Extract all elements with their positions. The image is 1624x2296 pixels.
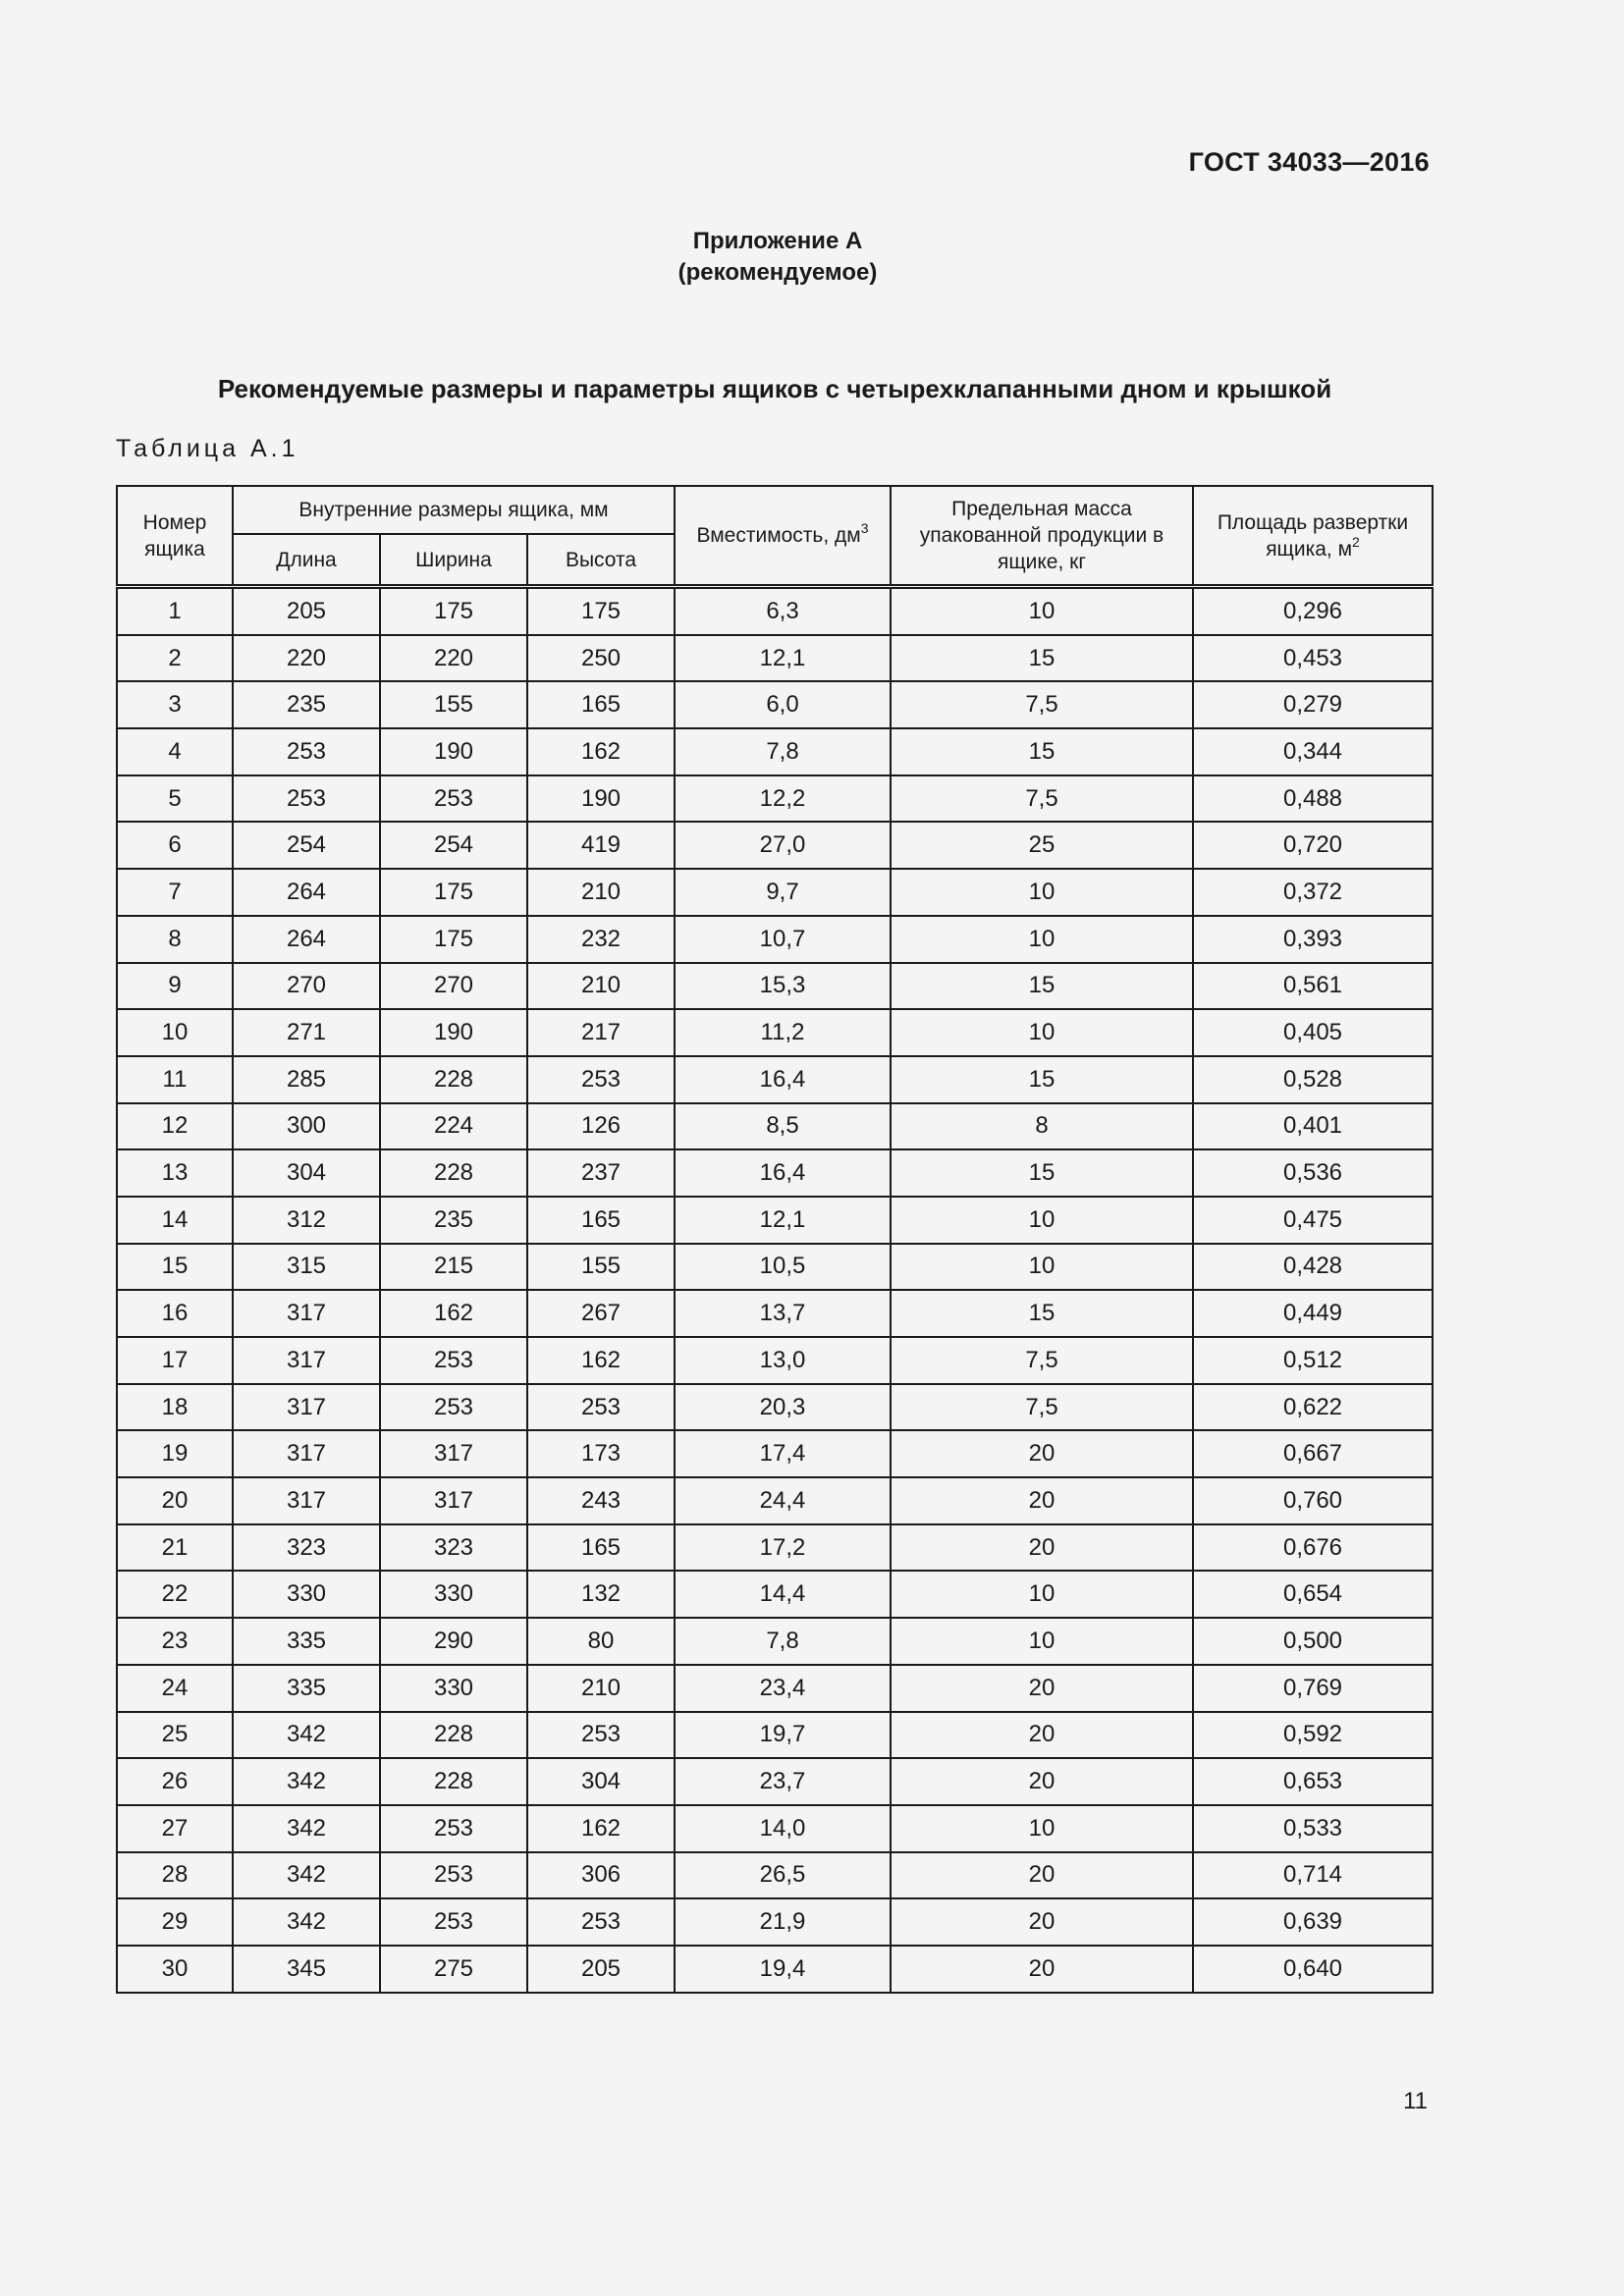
cell-box-number: 23 xyxy=(117,1618,233,1665)
cell-area: 0,279 xyxy=(1193,681,1433,728)
cell-area: 0,393 xyxy=(1193,916,1433,963)
cell-height: 175 xyxy=(527,587,675,635)
cell-area: 0,536 xyxy=(1193,1149,1433,1197)
cell-area: 0,639 xyxy=(1193,1898,1433,1946)
cell-width: 253 xyxy=(380,1852,527,1899)
cell-height: 132 xyxy=(527,1571,675,1618)
cell-area: 0,561 xyxy=(1193,963,1433,1010)
cell-box-number: 21 xyxy=(117,1524,233,1572)
cell-width: 330 xyxy=(380,1571,527,1618)
cell-max-mass: 20 xyxy=(891,1852,1193,1899)
cell-area: 0,405 xyxy=(1193,1009,1433,1056)
cell-box-number: 12 xyxy=(117,1103,233,1150)
cell-capacity: 10,7 xyxy=(675,916,891,963)
table-row xyxy=(117,869,1433,916)
cell-height: 165 xyxy=(527,681,675,728)
cell-length: 285 xyxy=(233,1056,380,1103)
cell-height: 173 xyxy=(527,1430,675,1477)
cell-box-number: 2 xyxy=(117,635,233,682)
cell-width: 235 xyxy=(380,1197,527,1244)
cell-area: 0,428 xyxy=(1193,1244,1433,1291)
cell-length: 264 xyxy=(233,916,380,963)
cell-capacity: 10,5 xyxy=(675,1244,891,1291)
document-title: Рекомендуемые размеры и параметры ящиков с четырехклапанными дном и крышкой xyxy=(217,374,1332,403)
cell-height: 304 xyxy=(527,1758,675,1805)
cell-length: 254 xyxy=(233,822,380,869)
cell-capacity: 21,9 xyxy=(675,1898,891,1946)
cell-max-mass: 7,5 xyxy=(891,1337,1193,1384)
cell-width: 155 xyxy=(380,681,527,728)
cell-box-number: 19 xyxy=(117,1430,233,1477)
cell-height: 253 xyxy=(527,1712,675,1759)
cell-area: 0,760 xyxy=(1193,1477,1433,1524)
cell-width: 190 xyxy=(380,1009,527,1056)
cell-box-number: 15 xyxy=(117,1244,233,1291)
cell-length: 253 xyxy=(233,775,380,823)
cell-length: 342 xyxy=(233,1758,380,1805)
cell-length: 323 xyxy=(233,1524,380,1572)
table-row xyxy=(117,1197,1433,1244)
cell-area: 0,453 xyxy=(1193,635,1433,682)
cell-length: 317 xyxy=(233,1337,380,1384)
cell-max-mass: 7,5 xyxy=(891,775,1193,823)
cell-area: 0,667 xyxy=(1193,1430,1433,1477)
cell-width: 317 xyxy=(380,1477,527,1524)
cell-area: 0,640 xyxy=(1193,1946,1433,1993)
cell-area: 0,720 xyxy=(1193,822,1433,869)
cell-box-number: 11 xyxy=(117,1056,233,1103)
appendix-title: Приложение А xyxy=(692,228,863,254)
cell-length: 317 xyxy=(233,1384,380,1431)
cell-max-mass: 7,5 xyxy=(891,1384,1193,1431)
cell-length: 335 xyxy=(233,1618,380,1665)
cell-length: 330 xyxy=(233,1571,380,1618)
cell-max-mass: 10 xyxy=(891,869,1193,916)
cell-length: 342 xyxy=(233,1898,380,1946)
table-row xyxy=(117,1103,1433,1150)
header-box-number: Номер ящика xyxy=(117,486,233,587)
cell-length: 342 xyxy=(233,1852,380,1899)
cell-height: 165 xyxy=(527,1524,675,1572)
cell-capacity: 14,4 xyxy=(675,1571,891,1618)
cell-width: 162 xyxy=(380,1290,527,1337)
cell-length: 271 xyxy=(233,1009,380,1056)
cell-length: 345 xyxy=(233,1946,380,1993)
cell-box-number: 28 xyxy=(117,1852,233,1899)
cell-box-number: 14 xyxy=(117,1197,233,1244)
appendix-heading xyxy=(0,226,1555,289)
cell-max-mass: 7,5 xyxy=(891,681,1193,728)
cell-box-number: 8 xyxy=(117,916,233,963)
cell-area: 0,475 xyxy=(1193,1197,1433,1244)
box-dimensions-table xyxy=(116,485,1434,1994)
cell-height: 210 xyxy=(527,869,675,916)
table-row xyxy=(117,1244,1433,1291)
cell-length: 315 xyxy=(233,1244,380,1291)
cell-height: 210 xyxy=(527,963,675,1010)
cell-capacity: 12,1 xyxy=(675,635,891,682)
table-row xyxy=(117,1946,1433,1993)
table-row xyxy=(117,1665,1433,1712)
table-row xyxy=(117,963,1433,1010)
cell-max-mass: 10 xyxy=(891,1805,1193,1852)
cell-width: 270 xyxy=(380,963,527,1010)
cell-box-number: 5 xyxy=(117,775,233,823)
header-capacity: Вместимость, $дм^3$ xyxy=(675,486,891,587)
cell-width: 228 xyxy=(380,1758,527,1805)
cell-width: 253 xyxy=(380,1384,527,1431)
table-row xyxy=(117,916,1433,963)
header-length: Длина xyxy=(233,534,380,587)
cell-max-mass: 15 xyxy=(891,728,1193,775)
header-max-mass: Предельная масса упакованной продукции в ящике, кг xyxy=(891,486,1193,587)
cell-max-mass: 10 xyxy=(891,1571,1193,1618)
table-row xyxy=(117,1056,1433,1103)
cell-length: 270 xyxy=(233,963,380,1010)
cell-capacity: 9,7 xyxy=(675,869,891,916)
cell-box-number: 20 xyxy=(117,1477,233,1524)
table-row xyxy=(117,1149,1433,1197)
cell-length: 264 xyxy=(233,869,380,916)
cell-height: 210 xyxy=(527,1665,675,1712)
table-row xyxy=(117,1758,1433,1805)
cell-capacity: 16,4 xyxy=(675,1149,891,1197)
cell-height: 306 xyxy=(527,1852,675,1899)
table-row xyxy=(117,1805,1433,1852)
cell-max-mass: 20 xyxy=(891,1524,1193,1572)
cell-max-mass: 10 xyxy=(891,587,1193,635)
cell-width: 253 xyxy=(380,775,527,823)
cell-max-mass: 25 xyxy=(891,822,1193,869)
cell-capacity: 15,3 xyxy=(675,963,891,1010)
cell-area: 0,372 xyxy=(1193,869,1433,916)
table-row xyxy=(117,681,1433,728)
cell-height: 205 xyxy=(527,1946,675,1993)
cell-length: 205 xyxy=(233,587,380,635)
cell-capacity: 7,8 xyxy=(675,728,891,775)
cell-area: 0,344 xyxy=(1193,728,1433,775)
cell-box-number: 18 xyxy=(117,1384,233,1431)
header-inner-dimensions: Внутренние размеры ящика, мм xyxy=(233,486,675,534)
cell-height: 419 xyxy=(527,822,675,869)
cell-length: 304 xyxy=(233,1149,380,1197)
cell-box-number: 17 xyxy=(117,1337,233,1384)
cell-capacity: 24,4 xyxy=(675,1477,891,1524)
table-row xyxy=(117,1618,1433,1665)
cell-length: 317 xyxy=(233,1477,380,1524)
cell-area: 0,654 xyxy=(1193,1571,1433,1618)
cell-length: 312 xyxy=(233,1197,380,1244)
header-area: Площадь развертки ящика, $м^2$ xyxy=(1193,486,1433,587)
cell-area: 0,528 xyxy=(1193,1056,1433,1103)
cell-width: 175 xyxy=(380,869,527,916)
cell-width: 323 xyxy=(380,1524,527,1572)
cell-box-number: 16 xyxy=(117,1290,233,1337)
cell-capacity: 19,7 xyxy=(675,1712,891,1759)
cell-max-mass: 20 xyxy=(891,1477,1193,1524)
cell-max-mass: 20 xyxy=(891,1665,1193,1712)
cell-height: 162 xyxy=(527,728,675,775)
cell-height: 232 xyxy=(527,916,675,963)
cell-width: 228 xyxy=(380,1712,527,1759)
table-row xyxy=(117,1524,1433,1572)
cell-width: 330 xyxy=(380,1665,527,1712)
table-row xyxy=(117,1009,1433,1056)
table-header xyxy=(117,486,1433,587)
cell-capacity: 23,7 xyxy=(675,1758,891,1805)
cell-width: 175 xyxy=(380,587,527,635)
cell-max-mass: 20 xyxy=(891,1430,1193,1477)
cell-max-mass: 20 xyxy=(891,1898,1193,1946)
cell-max-mass: 10 xyxy=(891,1244,1193,1291)
cell-area: 0,449 xyxy=(1193,1290,1433,1337)
cell-box-number: 10 xyxy=(117,1009,233,1056)
cell-length: 317 xyxy=(233,1430,380,1477)
cell-box-number: 25 xyxy=(117,1712,233,1759)
cell-width: 228 xyxy=(380,1149,527,1197)
cell-length: 342 xyxy=(233,1712,380,1759)
table-row xyxy=(117,1337,1433,1384)
cell-height: 237 xyxy=(527,1149,675,1197)
cell-height: 253 xyxy=(527,1384,675,1431)
table-row xyxy=(117,728,1433,775)
cell-area: 0,676 xyxy=(1193,1524,1433,1572)
cell-capacity: 17,4 xyxy=(675,1430,891,1477)
cell-max-mass: 10 xyxy=(891,916,1193,963)
cell-width: 290 xyxy=(380,1618,527,1665)
cell-capacity: 17,2 xyxy=(675,1524,891,1572)
cell-capacity: 20,3 xyxy=(675,1384,891,1431)
cell-area: 0,512 xyxy=(1193,1337,1433,1384)
cell-area: 0,622 xyxy=(1193,1384,1433,1431)
cell-height: 155 xyxy=(527,1244,675,1291)
cell-capacity: 12,2 xyxy=(675,775,891,823)
document-code: ГОСТ 34033—2016 xyxy=(1188,147,1430,177)
cell-capacity: 12,1 xyxy=(675,1197,891,1244)
cell-width: 275 xyxy=(380,1946,527,1993)
cell-height: 250 xyxy=(527,635,675,682)
cell-max-mass: 15 xyxy=(891,1056,1193,1103)
cell-max-mass: 15 xyxy=(891,635,1193,682)
cell-box-number: 4 xyxy=(117,728,233,775)
cell-box-number: 27 xyxy=(117,1805,233,1852)
cell-box-number: 7 xyxy=(117,869,233,916)
cell-length: 335 xyxy=(233,1665,380,1712)
table-row xyxy=(117,1290,1433,1337)
cell-capacity: 6,3 xyxy=(675,587,891,635)
table-row xyxy=(117,1384,1433,1431)
cell-height: 80 xyxy=(527,1618,675,1665)
cell-area: 0,533 xyxy=(1193,1805,1433,1852)
cell-height: 190 xyxy=(527,775,675,823)
cell-height: 253 xyxy=(527,1056,675,1103)
cell-width: 253 xyxy=(380,1805,527,1852)
cell-max-mass: 15 xyxy=(891,963,1193,1010)
cell-length: 220 xyxy=(233,635,380,682)
cell-capacity: 23,4 xyxy=(675,1665,891,1712)
table-row xyxy=(117,1712,1433,1759)
table-row xyxy=(117,822,1433,869)
cell-area: 0,714 xyxy=(1193,1852,1433,1899)
table-caption: Таблица А.1 xyxy=(116,435,299,462)
page-number: 11 xyxy=(1403,2088,1428,2114)
table-row xyxy=(117,1898,1433,1946)
cell-max-mass: 20 xyxy=(891,1758,1193,1805)
cell-max-mass: 15 xyxy=(891,1149,1193,1197)
cell-capacity: 16,4 xyxy=(675,1056,891,1103)
cell-width: 254 xyxy=(380,822,527,869)
cell-box-number: 1 xyxy=(117,587,233,635)
table-row xyxy=(117,635,1433,682)
cell-area: 0,296 xyxy=(1193,587,1433,635)
cell-area: 0,592 xyxy=(1193,1712,1433,1759)
cell-max-mass: 10 xyxy=(891,1009,1193,1056)
cell-capacity: 11,2 xyxy=(675,1009,891,1056)
cell-max-mass: 15 xyxy=(891,1290,1193,1337)
cell-height: 162 xyxy=(527,1337,675,1384)
cell-max-mass: 20 xyxy=(891,1712,1193,1759)
cell-capacity: 27,0 xyxy=(675,822,891,869)
table-row xyxy=(117,1571,1433,1618)
header-width: Ширина xyxy=(380,534,527,587)
table-row xyxy=(117,1852,1433,1899)
cell-box-number: 6 xyxy=(117,822,233,869)
cell-capacity: 7,8 xyxy=(675,1618,891,1665)
appendix-subtitle: (рекомендуемое) xyxy=(677,259,878,286)
cell-length: 317 xyxy=(233,1290,380,1337)
cell-height: 253 xyxy=(527,1898,675,1946)
cell-area: 0,653 xyxy=(1193,1758,1433,1805)
cell-area: 0,401 xyxy=(1193,1103,1433,1150)
cell-width: 224 xyxy=(380,1103,527,1150)
cell-width: 190 xyxy=(380,728,527,775)
table-row xyxy=(117,587,1433,635)
cell-height: 217 xyxy=(527,1009,675,1056)
cell-height: 162 xyxy=(527,1805,675,1852)
cell-height: 165 xyxy=(527,1197,675,1244)
cell-box-number: 29 xyxy=(117,1898,233,1946)
cell-capacity: 26,5 xyxy=(675,1852,891,1899)
cell-height: 243 xyxy=(527,1477,675,1524)
cell-area: 0,488 xyxy=(1193,775,1433,823)
table-row xyxy=(117,1430,1433,1477)
cell-capacity: 6,0 xyxy=(675,681,891,728)
cell-capacity: 19,4 xyxy=(675,1946,891,1993)
cell-width: 228 xyxy=(380,1056,527,1103)
table-body xyxy=(117,587,1433,1993)
cell-length: 235 xyxy=(233,681,380,728)
cell-height: 267 xyxy=(527,1290,675,1337)
header-height: Высота xyxy=(527,534,675,587)
cell-box-number: 3 xyxy=(117,681,233,728)
cell-width: 220 xyxy=(380,635,527,682)
cell-length: 342 xyxy=(233,1805,380,1852)
cell-box-number: 24 xyxy=(117,1665,233,1712)
cell-box-number: 9 xyxy=(117,963,233,1010)
cell-max-mass: 8 xyxy=(891,1103,1193,1150)
cell-width: 253 xyxy=(380,1898,527,1946)
cell-max-mass: 20 xyxy=(891,1946,1193,1993)
cell-capacity: 8,5 xyxy=(675,1103,891,1150)
cell-length: 253 xyxy=(233,728,380,775)
cell-area: 0,769 xyxy=(1193,1665,1433,1712)
cell-width: 253 xyxy=(380,1337,527,1384)
cell-width: 215 xyxy=(380,1244,527,1291)
cell-area: 0,500 xyxy=(1193,1618,1433,1665)
cell-capacity: 13,7 xyxy=(675,1290,891,1337)
cell-width: 175 xyxy=(380,916,527,963)
cell-capacity: 14,0 xyxy=(675,1805,891,1852)
cell-max-mass: 10 xyxy=(891,1197,1193,1244)
cell-capacity: 13,0 xyxy=(675,1337,891,1384)
cell-height: 126 xyxy=(527,1103,675,1150)
cell-box-number: 22 xyxy=(117,1571,233,1618)
cell-width: 317 xyxy=(380,1430,527,1477)
table-row xyxy=(117,775,1433,823)
cell-box-number: 30 xyxy=(117,1946,233,1993)
cell-box-number: 26 xyxy=(117,1758,233,1805)
cell-max-mass: 10 xyxy=(891,1618,1193,1665)
table-row xyxy=(117,1477,1433,1524)
cell-box-number: 13 xyxy=(117,1149,233,1197)
cell-length: 300 xyxy=(233,1103,380,1150)
